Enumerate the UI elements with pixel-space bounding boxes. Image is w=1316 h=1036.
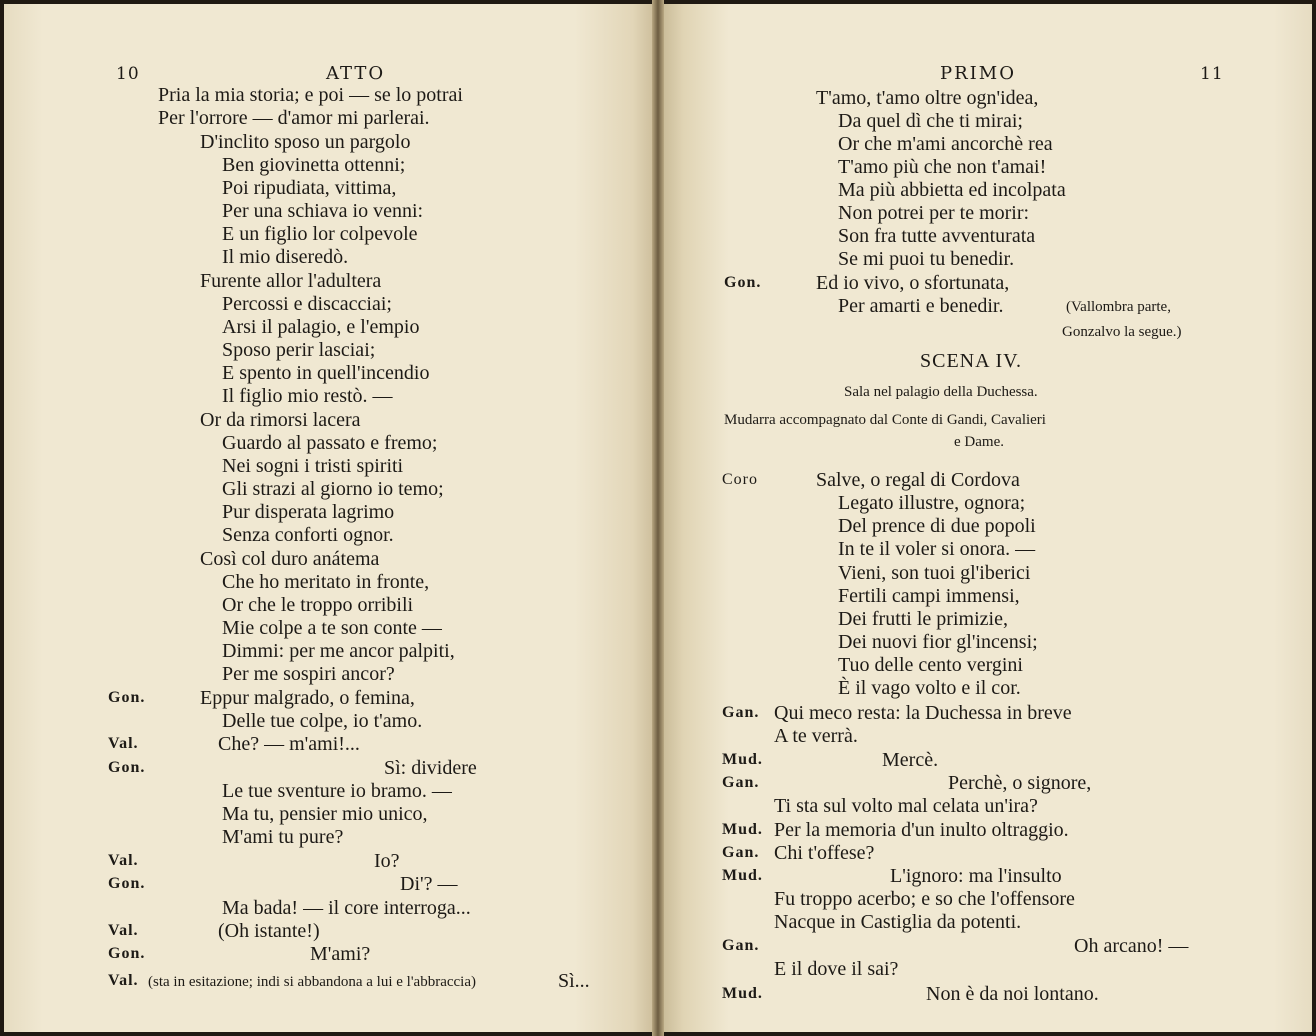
verse-line: (Oh istante!): [218, 920, 320, 942]
verse-line: Furente allor l'adultera: [200, 270, 382, 292]
verse-line: Di'? —: [400, 873, 458, 895]
verse-line: Ma bada! — il core interroga...: [222, 897, 471, 919]
verse-line: Perchè, o signore,: [948, 772, 1092, 794]
verse-line: Arsi il palagio, e l'empio: [222, 316, 420, 338]
verse-line: Sì...: [558, 970, 590, 992]
verse-line: E il dove il sai?: [774, 958, 899, 980]
verse-line: Eppur malgrado, o femina,: [200, 687, 415, 709]
verse-line: Fu troppo acerbo; e so che l'offensore: [774, 888, 1075, 910]
verse-line: Da quel dì che ti mirai;: [838, 110, 1023, 132]
verse-line: M'ami?: [310, 943, 371, 965]
verse-line: Qui meco resta: la Duchessa in breve: [774, 702, 1072, 724]
verse-line: Fertili campi immensi,: [838, 585, 1020, 607]
verse-line: Or da rimorsi lacera: [200, 409, 361, 431]
verse-line: Che ho meritato in fronte,: [222, 571, 430, 593]
speaker-label: Gon.: [108, 945, 146, 962]
page-number: 11: [1200, 64, 1224, 84]
left-page: [4, 4, 652, 1032]
verse-line: Or che le troppo orribili: [222, 594, 414, 616]
page-number: 10: [116, 64, 140, 84]
verse-line: Mie colpe a te son conte —: [222, 617, 442, 639]
verse-line: Salve, o regal di Cordova: [816, 469, 1020, 491]
verse-line: Gli strazi al giorno io temo;: [222, 478, 444, 500]
verse-line: Sì: dividere: [384, 757, 477, 779]
running-head: ATTO: [326, 63, 386, 84]
verse-line: Oh arcano! —: [1074, 935, 1189, 957]
verse-line: Chi t'offese?: [774, 842, 875, 864]
verse-line: Così col duro anátema: [200, 548, 380, 570]
verse-line: Dimmi: per me ancor palpiti,: [222, 640, 455, 662]
characters-list: Mudarra accompagnato dal Conte di Gandi, Cavalieri: [724, 412, 1046, 428]
verse-line: Del prence di due popoli: [838, 515, 1036, 537]
verse-line: Le tue sventure io bramo. —: [222, 780, 452, 802]
scene-setting: Sala nel palagio della Duchessa.: [844, 384, 1038, 400]
speaker-label: Val.: [108, 922, 139, 939]
verse-line: Non potrei per te morir:: [838, 202, 1030, 224]
speaker-label: Gon.: [108, 689, 146, 706]
verse-line: Per me sospiri ancor?: [222, 663, 395, 685]
verse-line: Dei frutti le primizie,: [838, 608, 1008, 630]
stage-direction: Gonzalvo la segue.): [1062, 324, 1182, 340]
verse-line: Non è da noi lontano.: [926, 983, 1099, 1005]
verse-line: E spento in quell'incendio: [222, 362, 430, 384]
verse-line: Ben giovinetta ottenni;: [222, 154, 406, 176]
book-gutter: [652, 0, 664, 1036]
stage-direction: (sta in esitazione; indi si abbandona a lui e l'abbraccia): [148, 974, 476, 990]
verse-line: È il vago volto e il cor.: [838, 677, 1021, 699]
verse-line: Se mi puoi tu benedir.: [838, 248, 1015, 270]
verse-line: A te verrà.: [774, 725, 858, 747]
speaker-label: Gan.: [722, 774, 760, 791]
verse-line: Guardo al passato e fremo;: [222, 432, 438, 454]
verse-line: Senza conforti ognor.: [222, 524, 394, 546]
speaker-label: Gon.: [108, 759, 146, 776]
speaker-label: Gan.: [722, 704, 760, 721]
verse-line: Mercè.: [882, 749, 939, 771]
verse-line: Poi ripudiata, vittima,: [222, 177, 397, 199]
speaker-label: Gan.: [722, 937, 760, 954]
speaker-label: Mud.: [722, 751, 763, 768]
verse-line: M'ami tu pure?: [222, 826, 344, 848]
verse-line: Dei nuovi fior gl'incensi;: [838, 631, 1038, 653]
stage-direction: (Vallombra parte,: [1066, 299, 1171, 315]
verse-line: In te il voler si onora. —: [838, 538, 1036, 560]
verse-line: Ma tu, pensier mio unico,: [222, 803, 428, 825]
verse-line: Pria la mia storia; e poi — se lo potrai: [158, 84, 463, 106]
speaker-label: Mud.: [722, 821, 763, 838]
speaker-label: Gon.: [724, 274, 762, 291]
verse-line: Il mio diseredò.: [222, 246, 349, 268]
verse-line: Per una schiava io venni:: [222, 200, 424, 222]
speaker-label: Val.: [108, 972, 139, 989]
verse-line: Tuo delle cento vergini: [838, 654, 1023, 676]
verse-line: L'ignoro: ma l'insulto: [890, 865, 1062, 887]
verse-line: Legato illustre, ognora;: [838, 492, 1026, 514]
characters-list: e Dame.: [954, 434, 1004, 450]
running-head: PRIMO: [940, 63, 1016, 84]
verse-line: Or che m'ami ancorchè rea: [838, 133, 1053, 155]
right-page: [664, 4, 1312, 1032]
speaker-label: Val.: [108, 852, 139, 869]
speaker-label: Gan.: [722, 844, 760, 861]
verse-line: D'inclito sposo un pargolo: [200, 131, 411, 153]
verse-line: Sposo perir lasciai;: [222, 339, 376, 361]
scene-heading: SCENA IV.: [920, 350, 1022, 372]
verse-line: Delle tue colpe, io t'amo.: [222, 710, 423, 732]
verse-line: T'amo più che non t'amai!: [838, 156, 1047, 178]
verse-line: Pur disperata lagrimo: [222, 501, 395, 523]
verse-line: Per amarti e benedir.: [838, 295, 1004, 317]
verse-line: Ti sta sul volto mal celata un'ira?: [774, 795, 1038, 817]
speaker-label: Mud.: [722, 867, 763, 884]
verse-line: Il figlio mio restò. —: [222, 385, 393, 407]
verse-line: Che? — m'ami!...: [218, 733, 360, 755]
speaker-label: Mud.: [722, 985, 763, 1002]
verse-line: Nei sogni i tristi spiriti: [222, 455, 404, 477]
speaker-label: Val.: [108, 735, 139, 752]
verse-line: Son fra tutte avventurata: [838, 225, 1036, 247]
verse-line: T'amo, t'amo oltre ogn'idea,: [816, 87, 1039, 109]
verse-line: Ed io vivo, o sfortunata,: [816, 272, 1010, 294]
verse-line: Nacque in Castiglia da potenti.: [774, 911, 1022, 933]
speaker-label: Coro: [722, 471, 758, 488]
verse-line: Io?: [374, 850, 400, 872]
verse-line: Per la memoria d'un inulto oltraggio.: [774, 819, 1069, 841]
verse-line: Ma più abbietta ed incolpata: [838, 179, 1066, 201]
verse-line: Per l'orrore — d'amor mi parlerai.: [158, 107, 430, 129]
verse-line: Percossi e discacciai;: [222, 293, 392, 315]
verse-line: Vieni, son tuoi gl'iberici: [838, 562, 1031, 584]
speaker-label: Gon.: [108, 875, 146, 892]
verse-line: E un figlio lor colpevole: [222, 223, 418, 245]
